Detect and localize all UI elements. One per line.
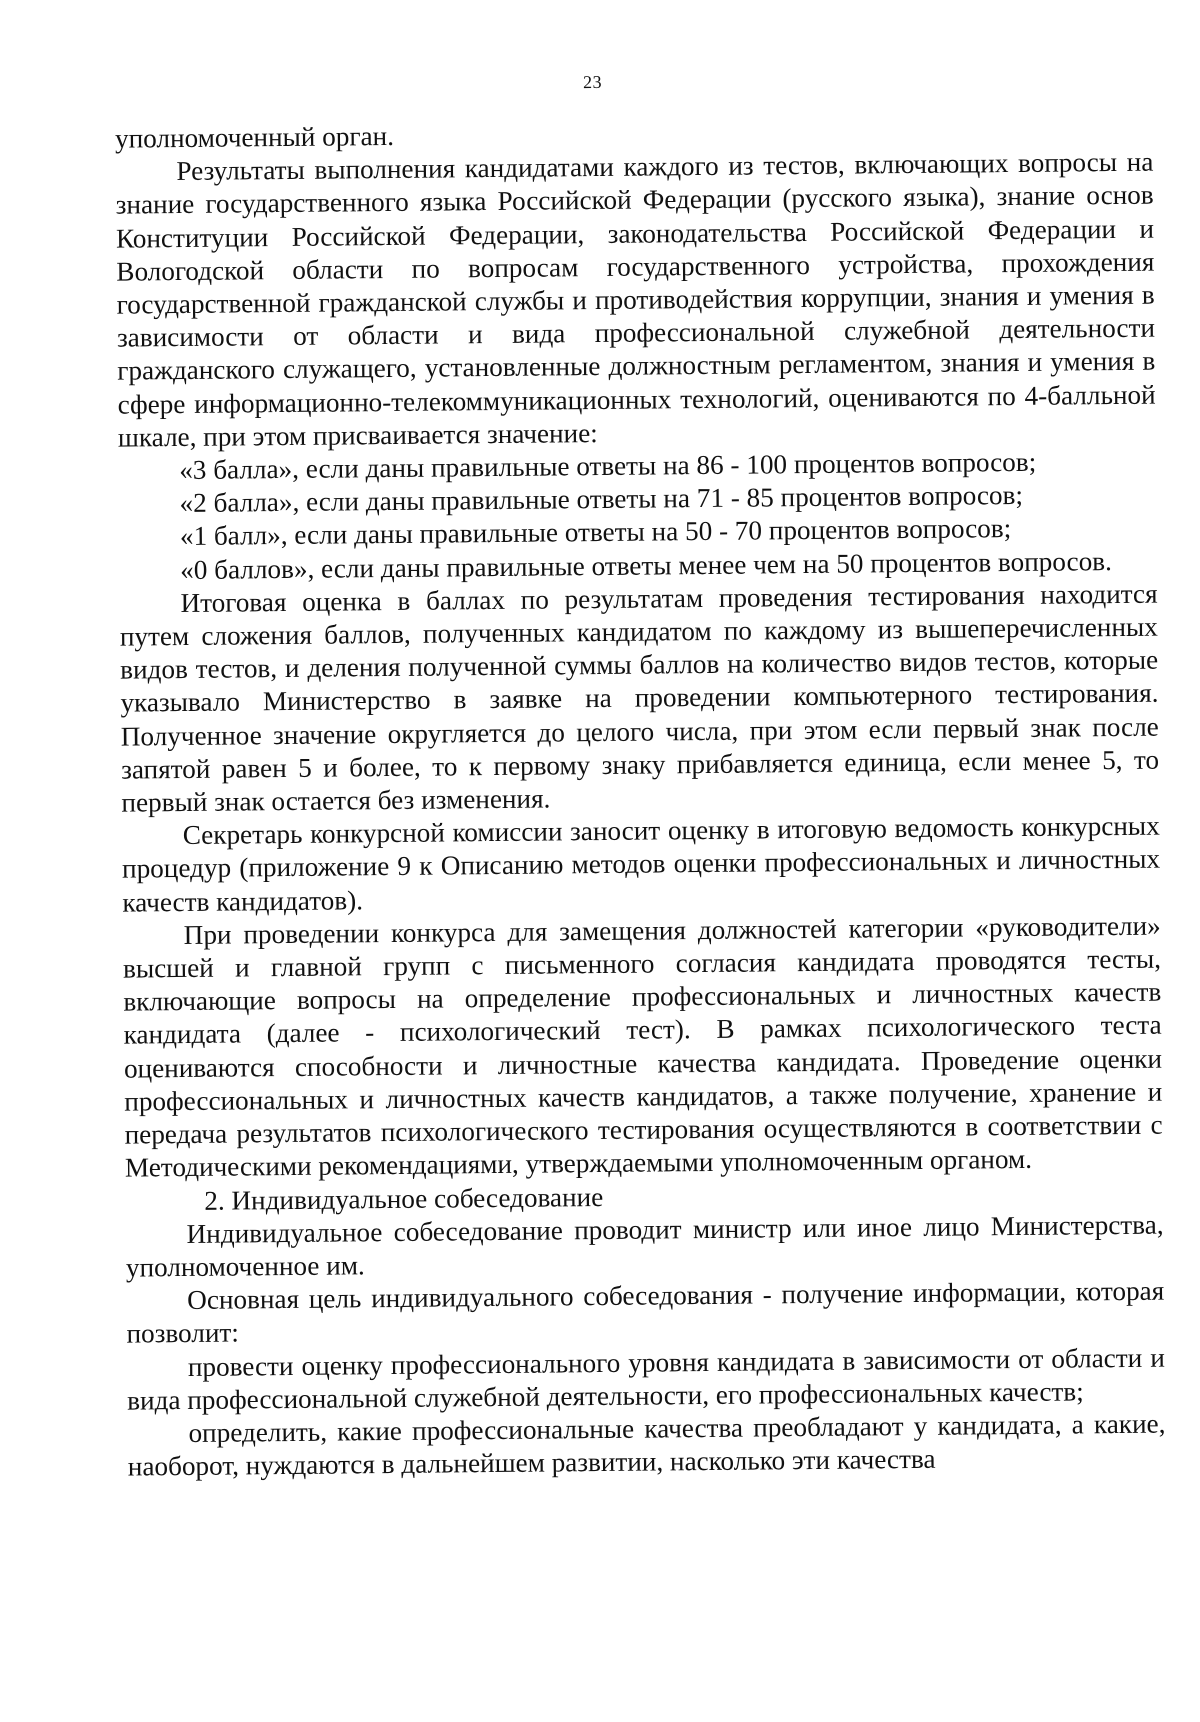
paragraph-interview-conductor: Индивидуальное собеседование проводит министр или иное лицо Министерства, уполномоченное им. <box>125 1209 1164 1283</box>
paragraph-continuation: уполномоченный орган. <box>114 120 395 154</box>
score-item-1: «1 балл», если даны правильные ответы на 50 - 70 процентов вопросов; <box>179 513 1012 552</box>
paragraph-goal-item-1: провести оценку профессионального уровня кандидата в зависимости от области и вида профессиональной служебной деятельности, его профессиональных качеств; <box>127 1342 1165 1416</box>
document-body <box>115 113 1166 1484</box>
paragraph-test-results: Результаты выполнения кандидатами каждого из тестов, включающих вопросы на знание государственного языка Российской Федерации (русского языка), знание основ Конституции Российской Федерации, законодательства Российской Федерации и Вологодской области по вопросам государственного устройства, прохождения государственной гражданской службы и противодействия коррупции, знания и умения в зависимости от области и вида профессиональной служебной деятельности гражданского служащего, установленные должностным регламентом, знания и умения в сфере информационно-телекоммуникационных технологий, оцениваются по 4-балльной шкале, при этом присваивается значение: <box>115 146 1156 453</box>
score-item-2: «2 балла», если даны правильные ответы на 71 - 85 процентов вопросов; <box>179 480 1024 519</box>
page-number: 23 <box>582 71 603 93</box>
paragraph-goal-item-2: определить, какие профессиональные качества преобладают у кандидата, а какие, наоборот, нуждаются в дальнейшем развитии, насколько эти качества <box>127 1408 1166 1482</box>
paragraph-psychological-test: При проведении конкурса для замещения должностей категории «руководители» высшей и главной групп с письменного согласия кандидата проводятся тесты, включающие вопросы на определение профессиональных и личностных качеств кандидата (далее - психологический тест). В рамках психологического теста оцениваются способности и личностные качества кандидата. Проведение оценки профессиональных и личностных качеств кандидатов, а также получение, хранение и передача результатов психологического тестирования осуществляются в соответствии с Методическими рекомендациями, утверждаемыми уполномоченным органом. <box>122 910 1163 1183</box>
paragraph-secretary: Секретарь конкурсной комиссии заносит оценку в итоговую ведомость конкурсных процедур (приложение 9 к Описанию методов оценки профессиональных и личностных качеств кандидатов). <box>121 810 1161 918</box>
paragraph-final-score: Итоговая оценка в баллах по результатам проведения тестирования находится путем сложения баллов, полученных кандидатом по каждому из вышеперечисленных видов тестов, и деления полученной суммы баллов на количество видов тестов, которые указывало Министерство в заявке на проведении компьютерного тестирования. Полученное значение округляется до целого числа, при этом если первый знак после запятой равен 5 и более, то к первому знаку прибавляется единица, если менее 5, то первый знак остается без изменения. <box>119 578 1160 818</box>
score-item-0: «0 баллов», если даны правильные ответы менее чем на 50 процентов вопросов. <box>180 545 1112 585</box>
section-heading-interview: 2. Индивидуальное собеседование <box>204 1181 604 1216</box>
paragraph-interview-goal: Основная цель индивидуального собеседования - получение информации, которая позволит: <box>126 1275 1165 1349</box>
score-item-3: «3 балла», если даны правильные ответы на 86 - 100 процентов вопросов; <box>179 446 1037 486</box>
